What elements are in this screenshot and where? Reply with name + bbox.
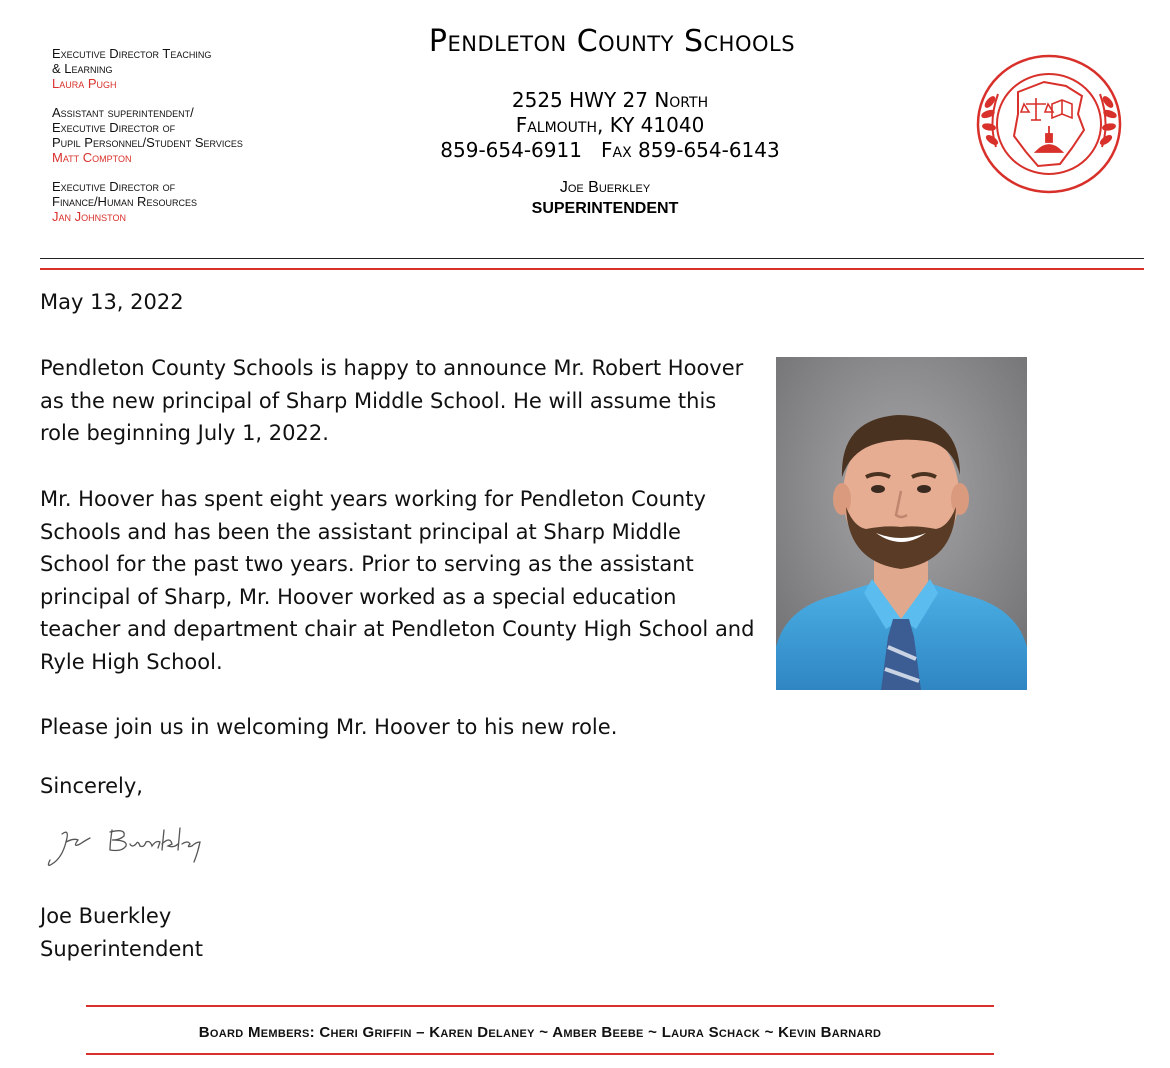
admin-title: & Learning [52,61,113,76]
superintendent-name: Joe Buerkley [559,179,651,196]
header-divider-black [40,258,1144,259]
address-city: Falmouth, KY 41040 [515,113,705,137]
admin-title: Executive Director of [52,120,176,135]
footer-rule-top [86,1005,994,1007]
signer-title: Superintendent [40,936,203,961]
superintendent-title: SUPERINTENDENT [531,200,679,217]
phone-fax: 859-654-6911 Fax 859-654-6143 [440,138,780,162]
admin-title: Finance/Human Resources [52,194,197,209]
admin-name: Matt Compton [52,150,132,165]
administrator-entry [52,179,352,224]
administrator-entry [52,46,352,91]
announcement-paragraph: Pendleton County Schools is happy to announce Mr. Robert Hoover as the new principal of Sharp Middle School. He will assume this role beginning July 1, 2022. [40,356,744,445]
admin-title: Executive Director Teaching [52,46,212,61]
school-name: Pendleton County Schools [428,24,796,59]
signature-image [40,818,230,878]
letter-date: May 13, 2022 [40,290,184,314]
administrators-list [52,46,352,238]
school-seal-icon [974,52,1124,197]
background-paragraph: Mr. Hoover has spent eight years working for Pendleton County Schools and has been the assistant principal at Sharp Middle School for the past two years. Prior to serving as the assistant principal of Sharp, Mr. Hoover worked as a special education teacher and department chair at Pendleton County High School and Ryle High School. [40,487,755,674]
admin-name: Laura Pugh [52,76,117,91]
administrator-entry [52,105,352,165]
footer-rule-bottom [86,1053,994,1055]
admin-title: Executive Director of [52,179,176,194]
superintendent-header [460,177,750,219]
admin-title: Pupil Personnel/Student Services [52,135,243,150]
signer-name: Joe Buerkley [40,904,172,928]
signer-block [40,900,203,965]
header-divider-red [40,268,1144,270]
admin-title: Assistant superintendent/ [52,105,194,120]
school-address [380,88,840,163]
address-street: 2525 HWY 27 North [511,88,709,112]
admin-name: Jan Johnston [52,209,126,224]
board-members: Board Members: Cheri Griffin – Karen Delaney ~ Amber Beebe ~ Laura Schack ~ Kevin Barnard [198,1024,882,1041]
welcome-paragraph: Please join us in welcoming Mr. Hoover to his new role. [40,715,618,739]
letter-closing: Sincerely, [40,774,143,798]
portrait-photo [776,357,1027,690]
